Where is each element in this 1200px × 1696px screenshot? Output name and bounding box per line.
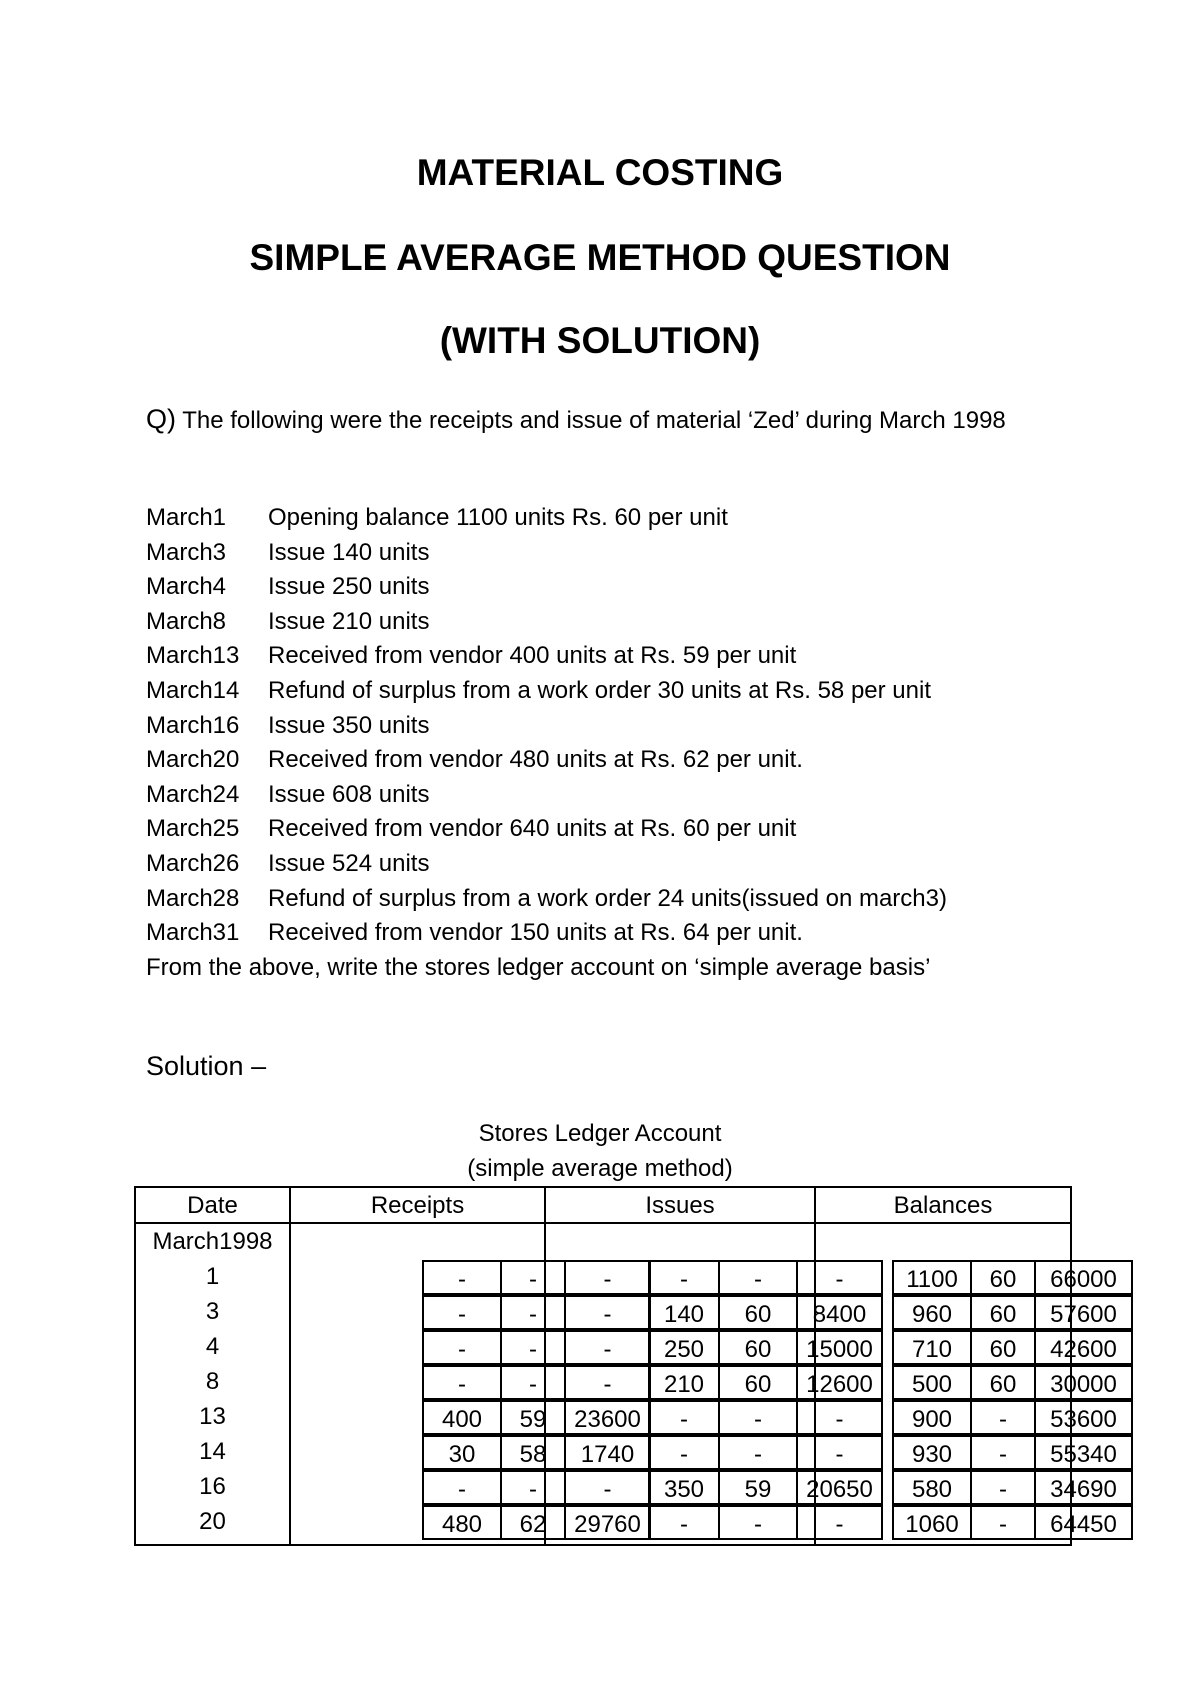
receipts-cell: - <box>422 1330 502 1365</box>
issues-cell: 60 <box>718 1365 798 1400</box>
balances-cell: 60 <box>970 1260 1036 1295</box>
issues-cell: - <box>718 1400 798 1435</box>
issues-cell: 60 <box>718 1295 798 1330</box>
transaction-description: Issue 140 units <box>268 538 430 566</box>
transaction-date: March26 <box>146 849 240 877</box>
balances-cell: 900 <box>892 1400 972 1435</box>
balances-cell: 580 <box>892 1470 972 1505</box>
page-title: MATERIAL COSTING <box>416 152 784 193</box>
receipts-cell: - <box>500 1365 566 1400</box>
ledger-day: 20 <box>199 1508 226 1535</box>
receipts-cell: - <box>500 1295 566 1330</box>
balances-cell: 960 <box>892 1295 972 1330</box>
transaction-entry <box>146 847 1096 882</box>
ledger-title: Stores Ledger Account <box>478 1120 722 1147</box>
receipts-cell: - <box>500 1470 566 1505</box>
issues-cell: 8400 <box>796 1295 883 1330</box>
ledger-day: 8 <box>205 1368 220 1395</box>
transaction-description: Issue 350 units <box>268 711 430 739</box>
transaction-date: March14 <box>146 676 240 704</box>
balances-cell: 55340 <box>1034 1435 1133 1470</box>
balances-cell: 42600 <box>1034 1330 1133 1365</box>
question-text <box>146 398 1046 442</box>
balances-cell: 60 <box>970 1295 1036 1330</box>
issues-cell: - <box>648 1400 720 1435</box>
transaction-date: March3 <box>146 538 227 566</box>
issues-cell: - <box>718 1260 798 1295</box>
transaction-entry <box>146 916 1096 951</box>
issues-cell: - <box>796 1435 883 1470</box>
transaction-description: Received from vendor 400 units at Rs. 59 per unit <box>268 642 797 670</box>
balances-cell: - <box>970 1505 1036 1540</box>
transaction-date: March24 <box>146 780 240 808</box>
transaction-date: March8 <box>146 607 227 635</box>
transaction-date: March16 <box>146 711 240 739</box>
issues-cell: - <box>648 1260 720 1295</box>
receipts-cell: 30 <box>422 1435 502 1470</box>
issues-cell: 12600 <box>796 1365 883 1400</box>
balances-cell: 30000 <box>1034 1365 1133 1400</box>
ledger-day: 13 <box>199 1403 226 1430</box>
balances-cell: 710 <box>892 1330 972 1365</box>
receipts-cell: 1740 <box>564 1435 651 1470</box>
receipts-cell: 58 <box>500 1435 566 1470</box>
receipts-cell: - <box>500 1330 566 1365</box>
transaction-date: March31 <box>146 919 240 947</box>
issues-cell: 250 <box>648 1330 720 1365</box>
transaction-description: Issue 250 units <box>268 573 430 601</box>
ledger-period: March1998 <box>152 1228 273 1255</box>
balances-cell: 60 <box>970 1365 1036 1400</box>
issues-cell: - <box>796 1505 883 1540</box>
receipts-cell: - <box>500 1260 566 1295</box>
transaction-entry <box>146 778 1096 813</box>
receipts-cell: - <box>422 1365 502 1400</box>
transaction-description: Refund of surplus from a work order 30 units at Rs. 58 per unit <box>268 676 931 704</box>
transaction-entry <box>146 501 1096 536</box>
page-subtitle: SIMPLE AVERAGE METHOD QUESTION <box>249 237 951 278</box>
balances-cell: 34690 <box>1034 1470 1133 1505</box>
issues-cell: 210 <box>648 1365 720 1400</box>
issues-cell: 140 <box>648 1295 720 1330</box>
transaction-entry <box>146 570 1096 605</box>
issues-cell: 15000 <box>796 1330 883 1365</box>
receipts-cell: - <box>564 1330 651 1365</box>
balances-cell: - <box>970 1400 1036 1435</box>
transaction-entry <box>146 536 1096 571</box>
receipts-cell: 59 <box>500 1400 566 1435</box>
issues-cell: 20650 <box>796 1470 883 1505</box>
header-balances: Balances <box>816 1188 1070 1224</box>
balances-cell: 53600 <box>1034 1400 1133 1435</box>
receipts-cell: 29760 <box>564 1505 651 1540</box>
transaction-description: Received from vendor 640 units at Rs. 60 per unit <box>268 815 797 843</box>
balances-cell: 1060 <box>892 1505 972 1540</box>
transaction-entry <box>146 882 1096 917</box>
issues-cell: 59 <box>718 1470 798 1505</box>
transaction-entry <box>146 605 1096 640</box>
ledger-day: 14 <box>199 1438 226 1465</box>
header-issues: Issues <box>546 1188 814 1224</box>
receipts-cell: - <box>422 1295 502 1330</box>
ledger-day: 4 <box>205 1333 220 1360</box>
issues-cell: - <box>796 1260 883 1295</box>
receipts-cell: 400 <box>422 1400 502 1435</box>
transaction-entry <box>146 639 1096 674</box>
transaction-entry <box>146 674 1096 709</box>
transaction-date: March28 <box>146 884 240 912</box>
issues-cell: 350 <box>648 1470 720 1505</box>
receipts-cell: 62 <box>500 1505 566 1540</box>
transaction-date: March4 <box>146 573 227 601</box>
page-subtitle-note: (WITH SOLUTION) <box>439 320 761 361</box>
solution-label: Solution – <box>146 1051 267 1081</box>
transaction-date: March25 <box>146 815 240 843</box>
transaction-description: Issue 210 units <box>268 607 430 635</box>
receipts-cell: - <box>564 1260 651 1295</box>
transaction-date: March1 <box>146 504 227 531</box>
balances-cell: 57600 <box>1034 1295 1133 1330</box>
balances-cell: 66000 <box>1034 1260 1133 1295</box>
ledger-day: 1 <box>205 1263 220 1290</box>
stores-ledger-table <box>134 1186 1117 1546</box>
transaction-description: Received from vendor 480 units at Rs. 62 per unit. <box>268 746 803 774</box>
ledger-subtitle: (simple average method) <box>467 1155 733 1182</box>
receipts-cell: - <box>564 1365 651 1400</box>
balances-cell: 1100 <box>892 1260 972 1295</box>
receipts-cell: - <box>564 1295 651 1330</box>
transaction-entry <box>146 743 1096 778</box>
ledger-day: 3 <box>205 1298 220 1325</box>
balances-cell: 64450 <box>1034 1505 1133 1540</box>
balances-cell: - <box>970 1435 1036 1470</box>
transaction-description: Opening balance 1100 units Rs. 60 per unit <box>268 504 728 531</box>
issues-cell: - <box>648 1435 720 1470</box>
balances-cell: 60 <box>970 1330 1036 1365</box>
issues-cell: - <box>648 1505 720 1540</box>
issues-cell: - <box>796 1400 883 1435</box>
transaction-description: Received from vendor 150 units at Rs. 64 per unit. <box>268 919 803 947</box>
transaction-description: Issue 524 units <box>268 849 430 877</box>
issues-cell: 60 <box>718 1330 798 1365</box>
question-body: The following were the receipts and issue of material ‘Zed’ during March 1998 <box>176 407 1006 434</box>
balances-cell: 500 <box>892 1365 972 1400</box>
balances-cell: 930 <box>892 1435 972 1470</box>
ledger-day: 16 <box>199 1473 226 1500</box>
issues-cell: - <box>718 1505 798 1540</box>
receipts-cell: - <box>422 1260 502 1295</box>
transaction-list <box>146 501 1096 951</box>
question-prefix: Q) <box>146 404 176 434</box>
issues-cell: - <box>718 1435 798 1470</box>
header-date: Date <box>136 1188 289 1224</box>
column-divider <box>289 1188 291 1544</box>
receipts-cell: - <box>422 1470 502 1505</box>
balances-cell: - <box>970 1470 1036 1505</box>
transaction-entry <box>146 709 1096 744</box>
transaction-description: Refund of surplus from a work order 24 units(issued on march3) <box>268 884 947 912</box>
instruction-text: From the above, write the stores ledger account on ‘simple average basis’ <box>146 954 931 981</box>
transaction-date: March13 <box>146 642 240 670</box>
header-receipts: Receipts <box>291 1188 544 1224</box>
receipts-cell: - <box>564 1470 651 1505</box>
transaction-date: March20 <box>146 746 240 774</box>
transaction-entry <box>146 812 1096 847</box>
transaction-description: Issue 608 units <box>268 780 430 808</box>
receipts-cell: 23600 <box>564 1400 651 1435</box>
receipts-cell: 480 <box>422 1505 502 1540</box>
